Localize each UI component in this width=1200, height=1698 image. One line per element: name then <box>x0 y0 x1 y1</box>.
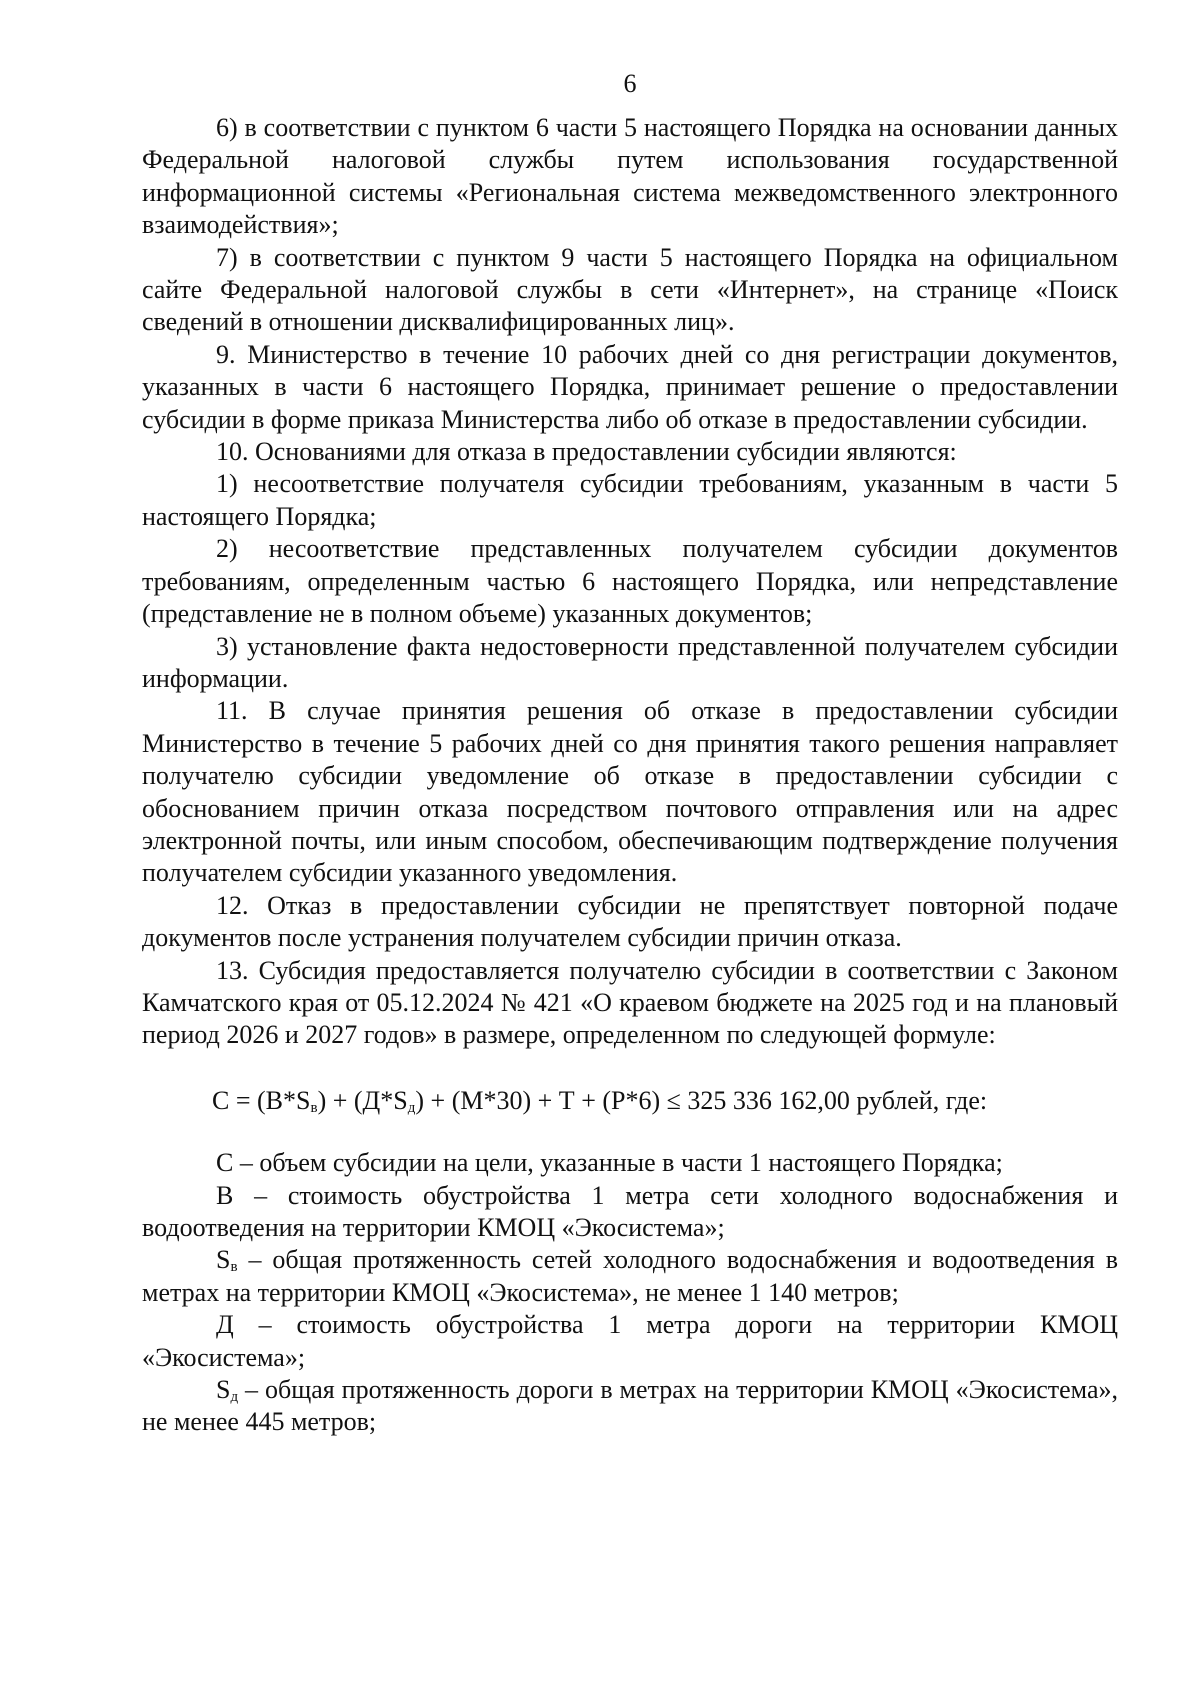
definition-s-d <box>142 1374 1118 1439</box>
formula-part-2: ) + (Д*S <box>317 1085 408 1115</box>
definition-symbol: В <box>216 1180 234 1210</box>
page-number: 6 <box>623 69 637 98</box>
definition-text: – общая протяженность сетей холодного водоснабжения и водоотведения в метрах на территории КМОЦ «Экосистема», не менее 1 140 метров; <box>142 1245 1118 1307</box>
definition-text: – стоимость обустройства 1 метра дороги на территории КМОЦ «Экосистема»; <box>142 1310 1118 1372</box>
definition-symbol: S <box>216 1375 231 1405</box>
paragraph-refusal-ground-1: 1) несоответствие получателя субсидии требованиям, указанным в части 5 настоящего Порядка; <box>142 469 1118 531</box>
definition-symbol: S <box>216 1245 231 1275</box>
formula-part-1: С = (В*S <box>212 1085 311 1115</box>
subsidy-formula <box>142 1085 1118 1117</box>
formula-part-3: ) + (М*30) + Т + (Р*6) ≤ 325 336 162,00 рублей, где: <box>415 1085 988 1115</box>
document-page <box>142 68 1118 1439</box>
definition-d <box>142 1309 1118 1374</box>
paragraph-section-13: 13. Субсидия предоставляется получателю субсидии в соответствии с Законом Камчатского края от 05.12.2024 № 421 «О краевом бюджете на 2025 год и на плановый период 2026 и 2027 годов» в размере, определенном по следующей формуле: <box>142 955 1118 1050</box>
definition-subscript: д <box>230 1389 239 1406</box>
paragraph-refusal-ground-3: 3) установление факта недостоверности представленной получателем субсидии информации. <box>142 631 1118 693</box>
paragraph-item-7: 7) в соответствии с пунктом 9 части 5 настоящего Порядка на официальном сайте Федеральной налоговой службы в сети «Интернет», на странице «Поиск сведений в отношении дисквалифицированных лиц». <box>142 242 1118 337</box>
definition-text: – стоимость обустройства 1 метра сети холодного водоснабжения и водоотведения на территории КМОЦ «Экосистема»; <box>142 1180 1118 1242</box>
definition-s-v <box>142 1244 1118 1309</box>
formula-subscript-d: д <box>407 1099 416 1116</box>
definition-subscript: в <box>230 1259 238 1276</box>
paragraph-section-11: 11. В случае принятия решения об отказе в предоставлении субсидии Министерство в течение 5 рабочих дней со дня принятия такого решения направляет получателю субсидии уведомление об отказе в предоставлении субсидии с обоснованием причин отказа посредством почтового отправления или на адрес электронной почты, или иным способом, обеспечивающим подтверждение получения получателем субсидии указанного уведомления. <box>142 696 1118 888</box>
definition-text: – объем субсидии на цели, указанные в части 1 настоящего Порядка; <box>233 1148 1003 1178</box>
paragraph-section-10: 10. Основаниями для отказа в предоставлении субсидии являются: <box>216 437 957 467</box>
formula-subscript-v: в <box>310 1099 318 1116</box>
definition-v <box>142 1180 1118 1245</box>
paragraph-section-9: 9. Министерство в течение 10 рабочих дней со дня регистрации документов, указанных в части 6 настоящего Порядка, принимает решение о предоставлении субсидии в форме приказа Министерства либо об отказе в предоставлении субсидии. <box>142 339 1118 434</box>
paragraph-section-12: 12. Отказ в предоставлении субсидии не препятствует повторной подаче документов после устранения получателем субсидии причин отказа. <box>142 890 1118 953</box>
paragraph-item-6: 6) в соответствии с пунктом 6 части 5 настоящего Порядка на основании данных Федеральной налоговой службы путем использования государственной информационной системы «Региональная система межведомственного электронного взаимодействия»; <box>142 113 1118 240</box>
definition-symbol: Д <box>216 1310 234 1340</box>
definition-text: – общая протяженность дороги в метрах на территории КМОЦ «Экосистема», не менее 445 метров; <box>142 1375 1118 1437</box>
paragraph-refusal-ground-2: 2) несоответствие представленных получателем субсидии документов требованиям, определенным частью 6 настоящего Порядка, или непредставление (представление не в полном объеме) указанных документов; <box>142 534 1118 629</box>
definition-symbol: С <box>216 1148 234 1178</box>
definition-c <box>142 1147 1118 1179</box>
